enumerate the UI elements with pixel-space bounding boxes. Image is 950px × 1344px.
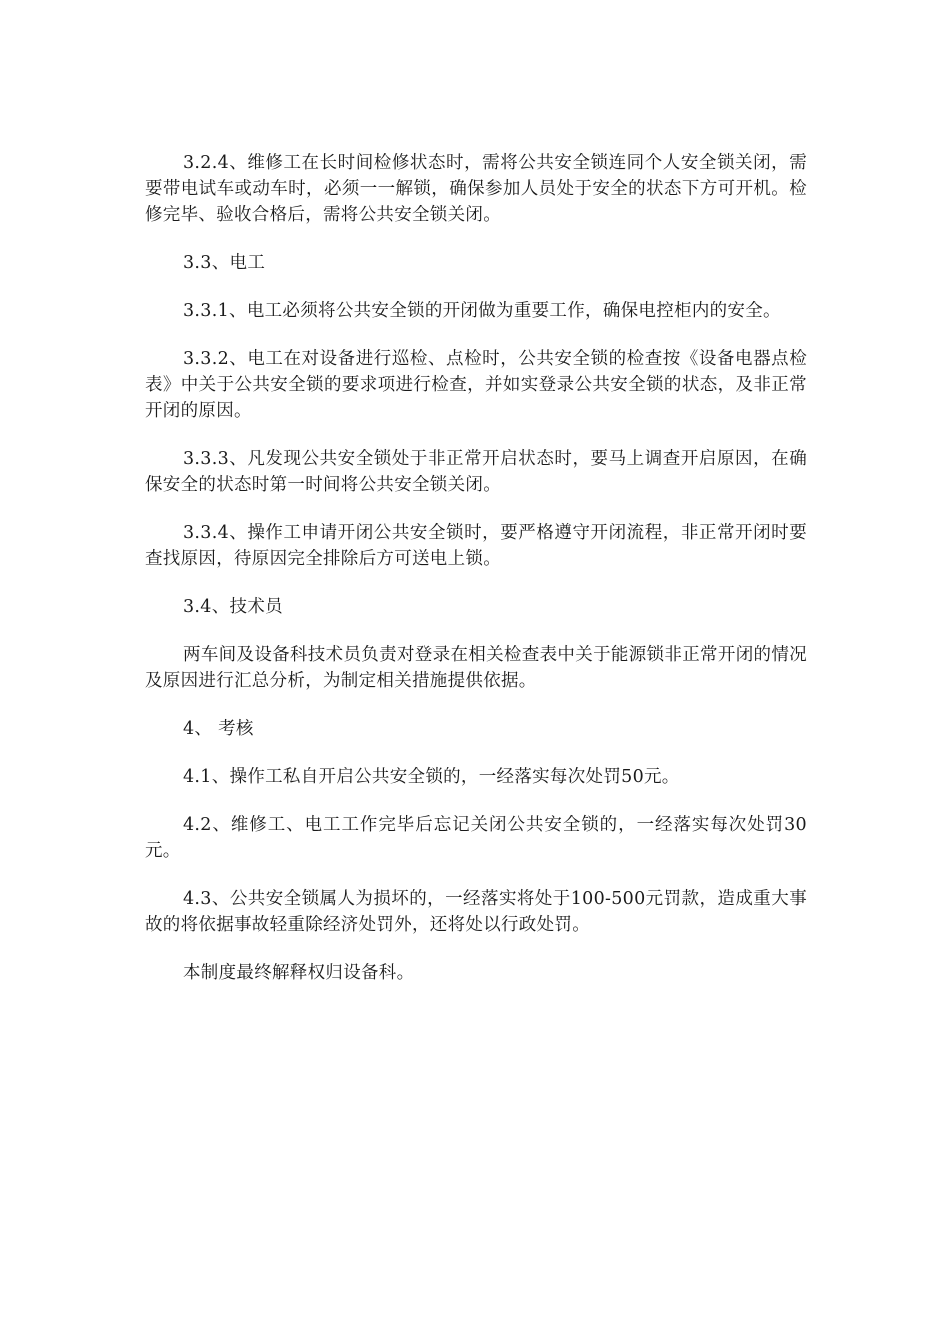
- paragraph-3-3-3: 3.3.3、凡发现公共安全锁处于非正常开启状态时，要马上调查开启原因，在确保安全的状态时第一时间将公共安全锁关闭。: [145, 449, 807, 495]
- paragraph-3-3-4: 3.3.4、操作工申请开闭公共安全锁时，要严格遵守开闭流程，非正常开闭时要查找原因，待原因完全排除后方可送电上锁。: [145, 523, 807, 569]
- paragraph-3-3-2: 3.3.2、电工在对设备进行巡检、点检时，公共安全锁的检查按《设备电器点检表》中关于公共安全锁的要求项进行检查，并如实登录公共安全锁的状态，及非正常开闭的原因。: [145, 349, 807, 421]
- paragraph-3-2-4: 3.2.4、维修工在长时间检修状态时，需将公共安全锁连同个人安全锁关闭，需要带电试车或动车时，必须一一解锁，确保参加人员处于安全的状态下方可开机。检修完毕、验收合格后，需将公共安全锁关闭。: [145, 153, 807, 225]
- paragraph-4-3: 4.3、公共安全锁属人为损坏的，一经落实将处于100-500元罚款，造成重大事故的将依据事故轻重除经济处罚外，还将处以行政处罚。: [145, 889, 807, 935]
- document-body: [145, 150, 807, 1008]
- paragraph-technician-duty: 两车间及设备科技术员负责对登录在相关检查表中关于能源锁非正常开闭的情况及原因进行汇总分析，为制定相关措施提供依据。: [145, 645, 807, 691]
- paragraph-final-interpretation: 本制度最终解释权归设备科。: [183, 963, 415, 983]
- paragraph-3-3-1: 3.3.1、电工必须将公共安全锁的开闭做为重要工作，确保电控柜内的安全。: [183, 301, 781, 321]
- paragraph-4-2: 4.2、维修工、电工工作完毕后忘记关闭公共安全锁的，一经落实每次处罚30元。: [145, 815, 807, 861]
- heading-3-3-electrician: 3.3、电工: [183, 253, 266, 273]
- heading-3-4-technician: 3.4、技术员: [183, 597, 283, 617]
- heading-4-assessment: 4、 考核: [183, 719, 254, 739]
- paragraph-4-1: 4.1、操作工私自开启公共安全锁的，一经落实每次处罚50元。: [183, 767, 680, 787]
